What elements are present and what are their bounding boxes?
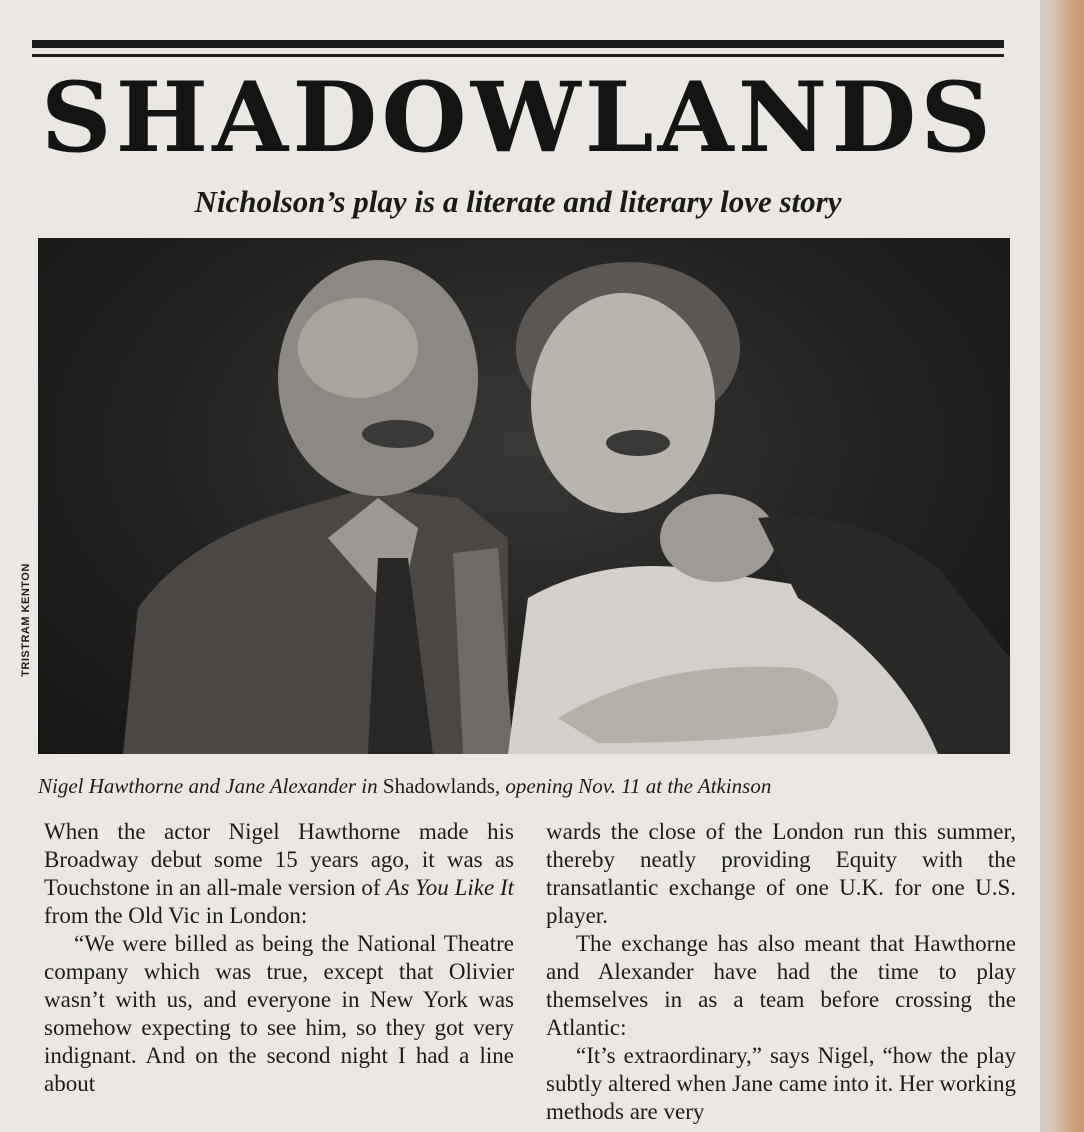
caption-opening: , opening Nov. 11 at the Atkinson [494, 774, 772, 798]
caption-names: Nigel Hawthorne and Jane Alexander in [38, 774, 383, 798]
caption-play-title: Shadowlands [382, 774, 495, 798]
photo-credit [14, 540, 38, 700]
subheadline: Nicholson’s play is a literate and literary love story [194, 184, 842, 219]
photo-credit-text: TRISTRAM KENTON [20, 563, 32, 677]
article-column-right [546, 818, 1016, 1126]
paragraph-text: from the Old Vic in London: [44, 903, 308, 928]
paragraph: The exchange has also meant that Hawthorne and Alexander have had the time to play themselves in as a team before crossing the Atlantic: [546, 931, 1016, 1040]
headline: SHADOWLANDS [40, 61, 996, 174]
production-photo [38, 238, 1010, 754]
top-rule-thick [32, 40, 1004, 48]
article-column-left [44, 818, 514, 1098]
paragraph-text: When the actor Nigel Hawthorne made his Broadway debut some 15 years ago, it was as Touchstone in an all-male version of [44, 819, 514, 900]
paragraph: wards the close of the London run this summer, thereby neatly providing Equity with the transatlantic exchange of one U.K. for one U.S. player. [546, 819, 1016, 928]
paragraph [44, 818, 514, 930]
adjacent-page-edge [1040, 0, 1084, 1132]
play-title: As You Like It [386, 875, 515, 900]
paragraph: “It’s extraordinary,” says Nigel, “how the play subtly altered when Jane came into it. Her working methods are very [546, 1043, 1016, 1124]
paragraph: “We were billed as being the National Theatre company which was true, except that Olivier wasn’t with us, and everyone in New York was somehow expecting to see him, so they got very indignant. And on the second night I had a line about [44, 931, 514, 1096]
top-rule-thin [32, 54, 1004, 57]
photo-caption [38, 770, 1010, 802]
photo-illustration [38, 238, 1010, 754]
